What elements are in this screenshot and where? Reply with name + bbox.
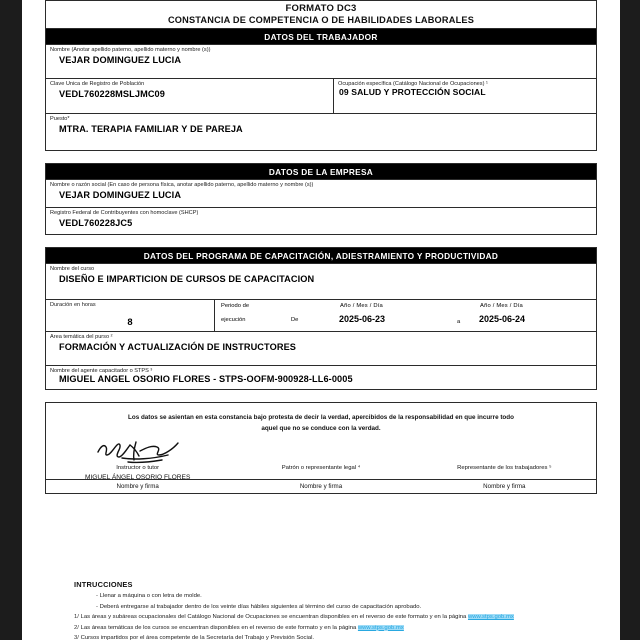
- thematic-area-label: Área temática del purso ²: [50, 334, 113, 340]
- company-rfc-field: [45, 208, 597, 235]
- document-page: [22, 0, 620, 640]
- program-section-header: DATOS DEL PROGRAMA DE CAPACITACIÓN, ADIESTRAMIENTO Y PRODUCTIVIDAD: [45, 247, 597, 264]
- course-name-label: Nombre del curso: [50, 266, 95, 272]
- company-name-field: [45, 180, 597, 208]
- dc3-form: [45, 0, 597, 494]
- signature-role-label: Representante de los trabajadores ⁵: [457, 465, 552, 471]
- signature-person-name: [413, 471, 596, 474]
- company-name-label: Nombre o razón social (En caso de persona física, anotar apellido paterno, apellido materno y nombre (s)): [50, 182, 314, 188]
- signature-caption: Nombre y firma: [299, 482, 343, 490]
- signature-person-name: [229, 471, 412, 474]
- page-title: CONSTANCIA DE COMPETENCIA O DE HABILIDADES LABORALES: [167, 15, 475, 25]
- instruction-text: Cursos impartidos por el área competente de la Secretaría del Trabajo y Previsión Social.: [80, 635, 315, 640]
- duration-period-row: [45, 300, 597, 332]
- company-rfc-value: VEDL760228JC5: [59, 218, 133, 229]
- stps-website-link[interactable]: www.stps.gob.mx: [467, 614, 514, 620]
- section-spacer-2: [45, 235, 597, 247]
- signature-employer: [229, 441, 412, 481]
- worker-curp-occupation-row: [45, 79, 597, 114]
- period-label-line1: Periodo de: [221, 303, 250, 309]
- signature-instructor: [46, 441, 229, 481]
- instructions-block: [74, 580, 620, 640]
- signature-caption: Nombre y firma: [116, 482, 159, 490]
- worker-name-label: Nombre (Anotar apellido paterno, apellido materno y nombre (s)): [50, 47, 211, 53]
- instruction-item: [74, 612, 620, 623]
- training-agent-value: MIGUEL ANGEL OSORIO FLORES - STPS-OOFM-900928-LL6-0005: [59, 374, 353, 385]
- instructions-title: INTRUCCIONES: [74, 580, 133, 589]
- duration-field: [46, 300, 214, 331]
- declaration-text: [46, 403, 596, 434]
- period-label-line2: ejecución: [221, 317, 246, 323]
- company-section-header: DATOS DE LA EMPRESA: [45, 163, 597, 180]
- signature-caption: Nombre y firma: [483, 482, 526, 490]
- training-agent-field: [45, 366, 597, 390]
- signature-placeholder: [229, 441, 412, 464]
- instruction-item: [74, 591, 620, 602]
- signature-role-label: Patrón o representante legal ⁴: [281, 465, 361, 471]
- section-spacer-1: [45, 151, 597, 163]
- instruction-text: Llenar a máquina o con letra de molde.: [99, 593, 202, 599]
- worker-name-field: [45, 45, 597, 79]
- thematic-area-field: [45, 332, 597, 366]
- course-name-value: DISEÑO E IMPARTICION DE CURSOS DE CAPACITACION: [59, 274, 315, 285]
- signature-person-name: MIGUEL ÁNGEL OSORIO FLORES: [84, 474, 191, 481]
- start-date-value: 2025-06-23: [339, 314, 386, 324]
- worker-position-label: Puesto*: [50, 116, 70, 122]
- period-from-label: De: [291, 317, 299, 323]
- instruction-marker: -: [96, 603, 98, 610]
- instruction-marker: -: [96, 593, 98, 599]
- format-title: FORMATO DC3: [285, 3, 357, 14]
- declaration-block: [45, 402, 597, 494]
- signature-captions-row: [46, 479, 596, 493]
- end-date-header: Año / Mes / Día: [480, 303, 523, 309]
- signature-placeholder: [413, 441, 596, 464]
- signature-image: [46, 441, 229, 464]
- period-to-label: a: [457, 319, 461, 325]
- instruction-item: [74, 633, 620, 640]
- worker-curp-value: VEDL760228MSLJMC09: [59, 89, 165, 100]
- worker-occupation-value: 09 SALUD Y PROTECCIÓN SOCIAL: [339, 87, 486, 98]
- instruction-marker: 2/: [74, 624, 79, 631]
- instruction-item: [74, 623, 620, 634]
- declaration-line-1: Los datos se asientan en esta constancia bajo protesta de decir la verdad, apercibidos de la responsabilidad en que incurre todo: [128, 414, 514, 421]
- start-date-header: Año / Mes / Día: [340, 303, 383, 309]
- worker-occupation-label: Ocupación específica (Catálogo Nacional de Ocupaciones) ¹: [338, 81, 488, 87]
- section-spacer-3: [45, 390, 597, 402]
- training-agent-label: Nombre del agente capacitador o STPS ³: [50, 368, 153, 374]
- end-date-value: 2025-06-24: [479, 314, 526, 324]
- worker-curp-field: [46, 79, 333, 113]
- period-field: [214, 300, 596, 331]
- worker-position-field: [45, 114, 597, 151]
- course-name-field: [45, 264, 597, 300]
- signature-role-label: Instructor o tutor: [116, 465, 160, 471]
- signature-workers-rep: [413, 441, 596, 481]
- instruction-text: Las áreas temáticas de los cursos se encuentran disponibles en el reverso de este formato y en la página: [80, 624, 357, 631]
- declaration-line-2: aquel que no se conduce con la verdad.: [261, 425, 381, 433]
- company-name-value: VEJAR DOMINGUEZ LUCIA: [59, 190, 182, 201]
- worker-position-value: MTRA. TERAPIA FAMILIAR Y DE PAREJA: [59, 124, 243, 135]
- thematic-area-value: FORMACIÓN Y ACTUALIZACIÓN DE INSTRUCTORES: [59, 342, 297, 353]
- worker-section-header: DATOS DEL TRABAJADOR: [45, 29, 597, 45]
- duration-label: Duración en horas: [50, 302, 96, 308]
- duration-value: 8: [127, 316, 133, 328]
- handwritten-signature-icon: [92, 439, 184, 465]
- worker-name-value: VEJAR DOMINGUEZ LUCIA: [59, 55, 182, 66]
- instruction-text: Deberá entregarse al trabajador dentro de los veinte días hábiles siguientes al término del curso de capacitación aprobado.: [99, 603, 422, 610]
- instruction-marker: 1/: [74, 614, 79, 620]
- company-rfc-label: Registro Federal de Contribuyentes con homoclave (SHCP): [50, 210, 199, 216]
- worker-occupation-field: [333, 79, 596, 113]
- signature-row: [46, 441, 596, 481]
- worker-curp-label: Clave Única de Registro de Población: [50, 81, 145, 87]
- stps-website-link[interactable]: www.stps.gob.mx: [357, 624, 404, 631]
- worker-section: [45, 0, 597, 29]
- instruction-text: Las áreas y subáreas ocupacionales del Catálogo Nacional de Ocupaciones se encuentran disponibles en el reverso de este formato y en la página: [80, 614, 467, 620]
- instruction-marker: 3/: [74, 635, 79, 640]
- instruction-item: [74, 602, 620, 613]
